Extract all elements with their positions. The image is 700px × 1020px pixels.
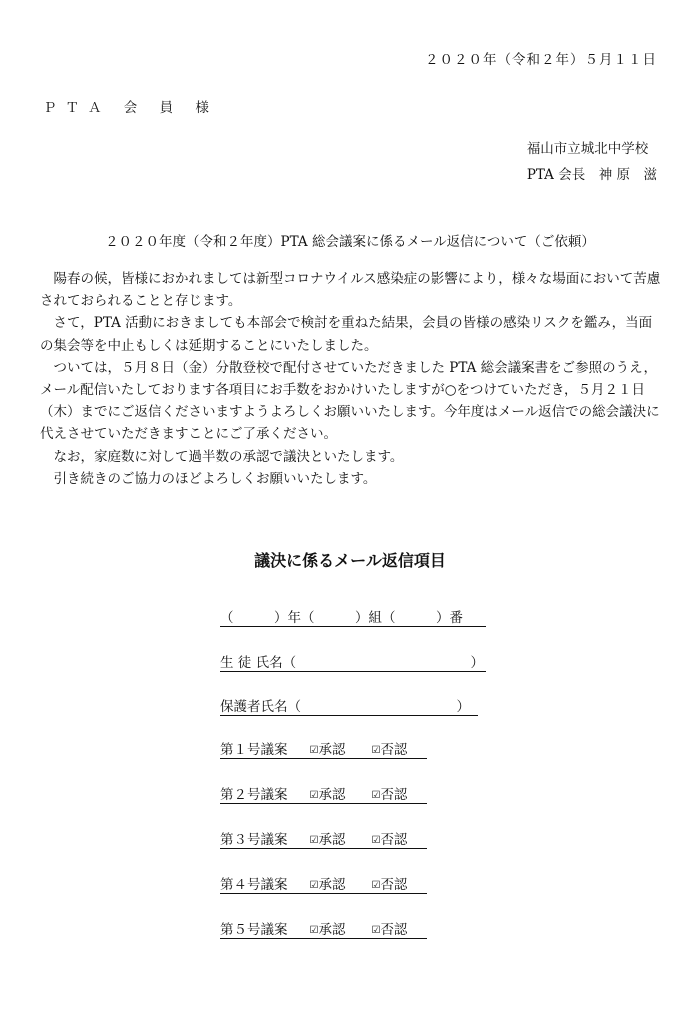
reject-option[interactable] — [371, 918, 407, 938]
paragraph: ついては，５月８日（金）分散登校で配付させていただきました PTA 総会議案書をご参照のうえ，メール配信いたしております各項目にお手数をおかけいたしますが○をつけていただき，５月２１日（木）までにご返信くださいますようよろしくお願いいたします。今年度はメール返信での総会議決に代えさせていただきますことにご了承ください。 — [40, 359, 660, 443]
approve-label: 承認 — [318, 787, 346, 803]
paragraph: さて，PTA 活動におきましても本部会で検討を重ねた結果，会員の皆様の感染リスクを鑑み，当面の集会等を中止もしくは延期することにいたしました。 — [40, 315, 653, 354]
checkbox-icon[interactable]: ☑ — [309, 835, 319, 846]
reject-label: 否認 — [380, 832, 408, 848]
motion-label: 第５号議案 — [220, 922, 288, 938]
motion-row — [220, 738, 427, 760]
approve-option[interactable] — [310, 828, 346, 848]
paragraph: なお，家庭数に対して過半数の承認で議決といたします。 — [53, 448, 404, 465]
addressee: ＰＴＡ 会 員 様 — [43, 100, 218, 116]
motion-line — [220, 918, 427, 939]
reject-option[interactable] — [371, 783, 407, 803]
motion-label: 第１号議案 — [220, 742, 288, 758]
letter-body — [40, 268, 662, 490]
reject-label: 否認 — [380, 877, 408, 893]
approve-option[interactable] — [310, 918, 346, 938]
checkbox-icon[interactable]: ☑ — [309, 745, 319, 756]
motion-line — [220, 738, 427, 759]
approve-label: 承認 — [318, 742, 346, 758]
student-name-label: 生 徒 氏名（ — [220, 655, 297, 671]
reject-option[interactable] — [371, 828, 407, 848]
motion-label: 第２号議案 — [220, 787, 288, 803]
motion-line — [220, 828, 427, 849]
checkbox-icon[interactable]: ☑ — [371, 790, 381, 801]
checkbox-icon[interactable]: ☑ — [371, 835, 381, 846]
document-title: ２０２０年度（令和２年度）PTA 総会議案に係るメール返信について（ご依頼） — [105, 234, 595, 250]
sender-name: PTA 会長 神 原 滋 — [526, 167, 657, 183]
checkbox-icon[interactable]: ☑ — [371, 880, 381, 891]
approve-option[interactable] — [310, 738, 346, 758]
guardian-name-close: ） — [456, 699, 470, 715]
approve-label: 承認 — [318, 832, 346, 848]
reject-option[interactable] — [371, 873, 407, 893]
motion-line — [220, 783, 427, 804]
approve-label: 承認 — [318, 922, 346, 938]
reject-option[interactable] — [371, 738, 407, 758]
checkbox-icon[interactable]: ☑ — [371, 745, 381, 756]
sender-block — [527, 136, 657, 188]
motion-line — [220, 873, 427, 894]
motion-row — [220, 783, 427, 805]
reject-label: 否認 — [380, 742, 408, 758]
guardian-name-field[interactable] — [220, 695, 478, 717]
sender-school: 福山市立城北中学校 — [526, 141, 649, 157]
motion-row — [220, 873, 427, 895]
motion-label: 第３号議案 — [220, 832, 288, 848]
checkbox-icon[interactable]: ☑ — [371, 925, 381, 936]
motion-row — [220, 918, 427, 940]
class-number-line[interactable]: （ ）年（ ）組（ ）番 — [220, 606, 486, 627]
form-title: 議決に係るメール返信項目 — [254, 551, 446, 570]
class-number-field[interactable] — [220, 606, 486, 628]
checkbox-icon[interactable]: ☑ — [309, 925, 319, 936]
approve-label: 承認 — [318, 877, 346, 893]
guardian-name-line[interactable] — [220, 695, 478, 716]
checkbox-icon[interactable]: ☑ — [309, 790, 319, 801]
motion-row — [220, 828, 427, 850]
motion-label: 第４号議案 — [220, 877, 288, 893]
approve-option[interactable] — [310, 783, 346, 803]
reject-label: 否認 — [380, 922, 408, 938]
document-date: ２０２０年（令和２年）５月１１日 — [425, 52, 657, 68]
student-name-field[interactable] — [220, 651, 486, 673]
reject-label: 否認 — [380, 787, 408, 803]
paragraph: 陽春の候，皆様におかれましては新型コロナウイルス感染症の影響により，様々な場面において苦慮されておられることと存じます。 — [40, 271, 661, 310]
student-name-close: ） — [470, 655, 484, 671]
student-name-line[interactable] — [220, 651, 486, 672]
paragraph: 引き続きのご協力のほどよろしくお願いいたします。 — [53, 470, 377, 487]
guardian-name-label: 保護者氏名（ — [220, 699, 301, 715]
approve-option[interactable] — [310, 873, 346, 893]
checkbox-icon[interactable]: ☑ — [309, 880, 319, 891]
